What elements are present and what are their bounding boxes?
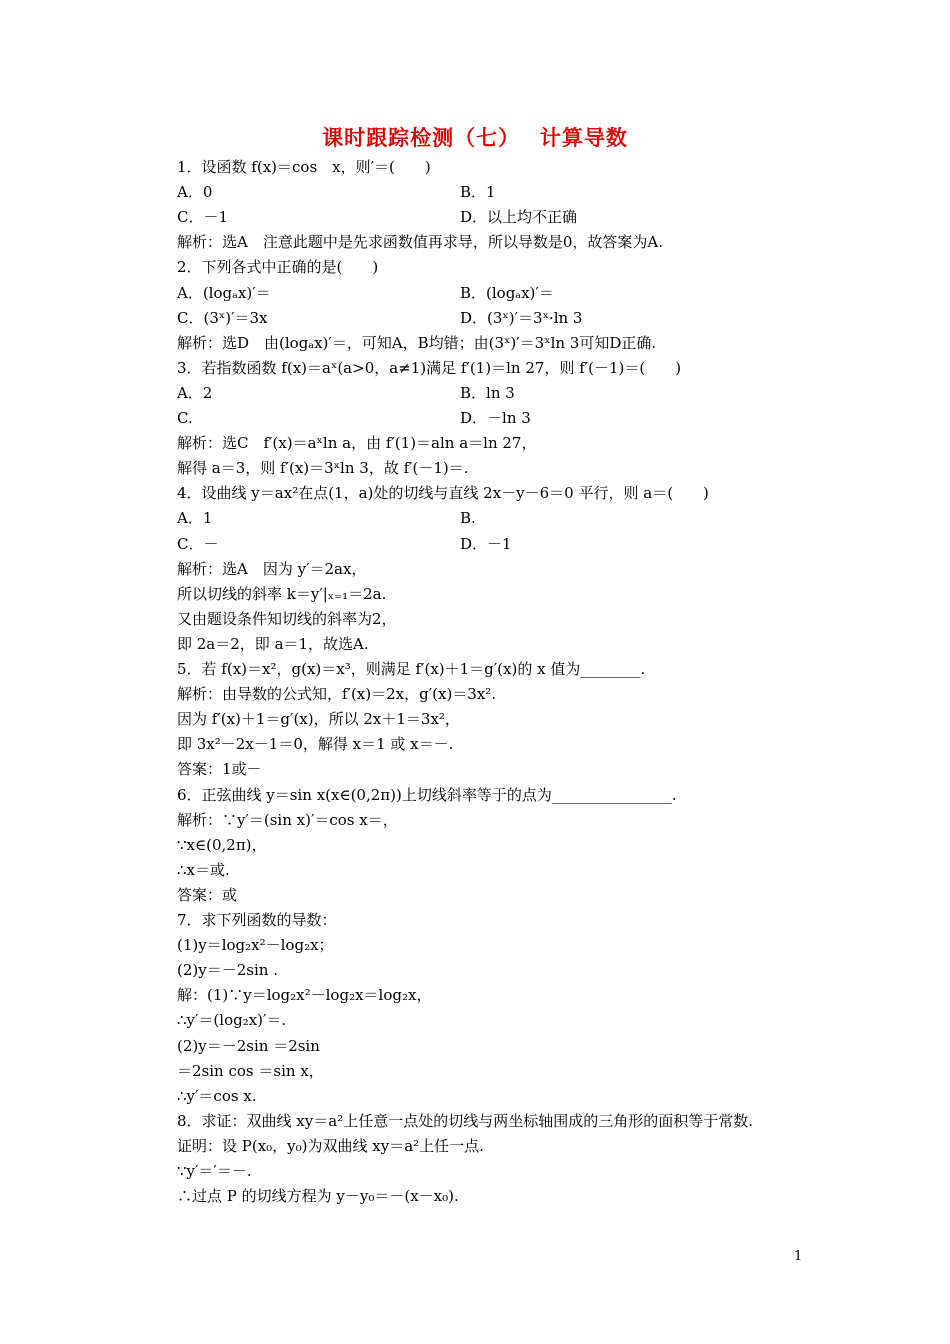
text-line: 解析：由导数的公式知，f′(x)＝2x，g′(x)＝3x².: [177, 685, 497, 703]
option-right: B．(logₐx)′＝: [460, 284, 554, 302]
option-right: D．以上均不正确: [460, 208, 578, 226]
option-right: B.: [460, 509, 476, 527]
text-line: 因为 f′(x)＋1＝g′(x)，所以 2x＋1＝3x²，: [177, 710, 460, 728]
text-line: C.: [177, 409, 193, 427]
text-line: ∴y′＝cos x.: [177, 1087, 257, 1105]
text-line: 解析：选D 由(logₐx)′＝，可知A，B均错；由(3ˣ)′＝3ˣln 3可知D正确.: [177, 334, 657, 352]
text-line: 解析：∵y′＝(sin x)′＝cos x＝，: [177, 811, 398, 829]
text-line: 5．若 f(x)＝x²，g(x)＝x³，则满足 f′(x)＋1＝g′(x)的 x 值为________.: [177, 660, 646, 678]
text-line: A．2: [177, 384, 213, 402]
text-line: ∴y′＝(log₂x)′＝.: [177, 1011, 287, 1029]
text-line: 解析：选A 注意此题中是先求函数值再求导，所以导数是0，故答案为A.: [177, 233, 663, 251]
text-line: 解得 a＝3，则 f′(x)＝3ˣln 3，故 f′(－1)＝.: [177, 459, 469, 477]
text-line: 解：(1)∵y＝log₂x²－log₂x＝log₂x，: [177, 986, 432, 1004]
text-line: C．(3ˣ)′＝3x: [177, 309, 268, 327]
text-line: 8．求证：双曲线 xy＝a²上任意一点处的切线与两坐标轴围成的三角形的面积等于常数.: [177, 1112, 753, 1130]
text-line: 1．设函数 f(x)＝cos x，则′＝( ): [177, 158, 431, 176]
text-line: 6．正弦曲线 y＝sin x(x∈(0,2π))上切线斜率等于的点为________________.: [177, 786, 677, 804]
text-line: ∵x∈(0,2π)，: [177, 836, 267, 854]
text-line: 即 2a＝2，即 a＝1，故选A.: [177, 635, 369, 653]
page-number: 1: [794, 1249, 803, 1264]
text-line: A．0: [177, 183, 213, 201]
option-right: B．1: [460, 183, 496, 201]
text-line: A．1: [177, 509, 213, 527]
text-line: ∴x＝或.: [177, 861, 230, 879]
text-line: (1)y＝log₂x²－log₂x；: [177, 936, 334, 954]
option-right: D．－ln 3: [460, 409, 531, 427]
text-line: 即 3x²－2x－1＝0，解得 x＝1 或 x＝－.: [177, 735, 454, 753]
option-right: B．ln 3: [460, 384, 515, 402]
text-line: 2．下列各式中正确的是( ): [177, 258, 379, 276]
text-line: 4．设曲线 y＝ax²在点(1，a)处的切线与直线 2x－y－6＝0 平行，则 a＝( ): [177, 484, 709, 502]
text-line: C．－: [177, 535, 219, 553]
text-line: 7．求下列函数的导数：: [177, 911, 337, 929]
text-line: (2)y＝－2sin ＝2sin: [177, 1037, 320, 1055]
text-line: 答案：1或－: [177, 760, 262, 778]
text-line: 3．若指数函数 f(x)＝aˣ(a>0，a≠1)满足 f′(1)＝ln 27，则 f′(－1)＝( ): [177, 359, 682, 377]
text-line: 解析：选C f′(x)＝aˣln a，由 f′(1)＝aln a＝ln 27，: [177, 434, 537, 452]
text-line: (2)y＝－2sin .: [177, 961, 278, 979]
text-line: 解析：选A 因为 y′＝2ax，: [177, 560, 367, 578]
text-line: A．(logₐx)′＝: [177, 284, 271, 302]
text-line: 证明：设 P(x₀，y₀)为双曲线 xy＝a²上任一点.: [177, 1137, 484, 1155]
text-line: ∵y′＝′＝－.: [177, 1162, 252, 1180]
text-line: 答案：或: [177, 886, 238, 904]
text-line: ＝2sin cos ＝sin x，: [177, 1062, 324, 1080]
option-right: D．－1: [460, 535, 512, 553]
option-right: D．(3ˣ)′＝3ˣ·ln 3: [460, 309, 583, 327]
text-line: C．－1: [177, 208, 229, 226]
text-line: 所以切线的斜率 k＝y′|ₓ₌₁＝2a.: [177, 585, 387, 603]
text-line: 又由题设条件知切线的斜率为2，: [177, 610, 397, 628]
page-title: 课时跟踪检测（七） 计算导数: [322, 125, 628, 150]
text-line: ∴过点 P 的切线方程为 y－y₀＝－(x－x₀).: [177, 1187, 459, 1205]
